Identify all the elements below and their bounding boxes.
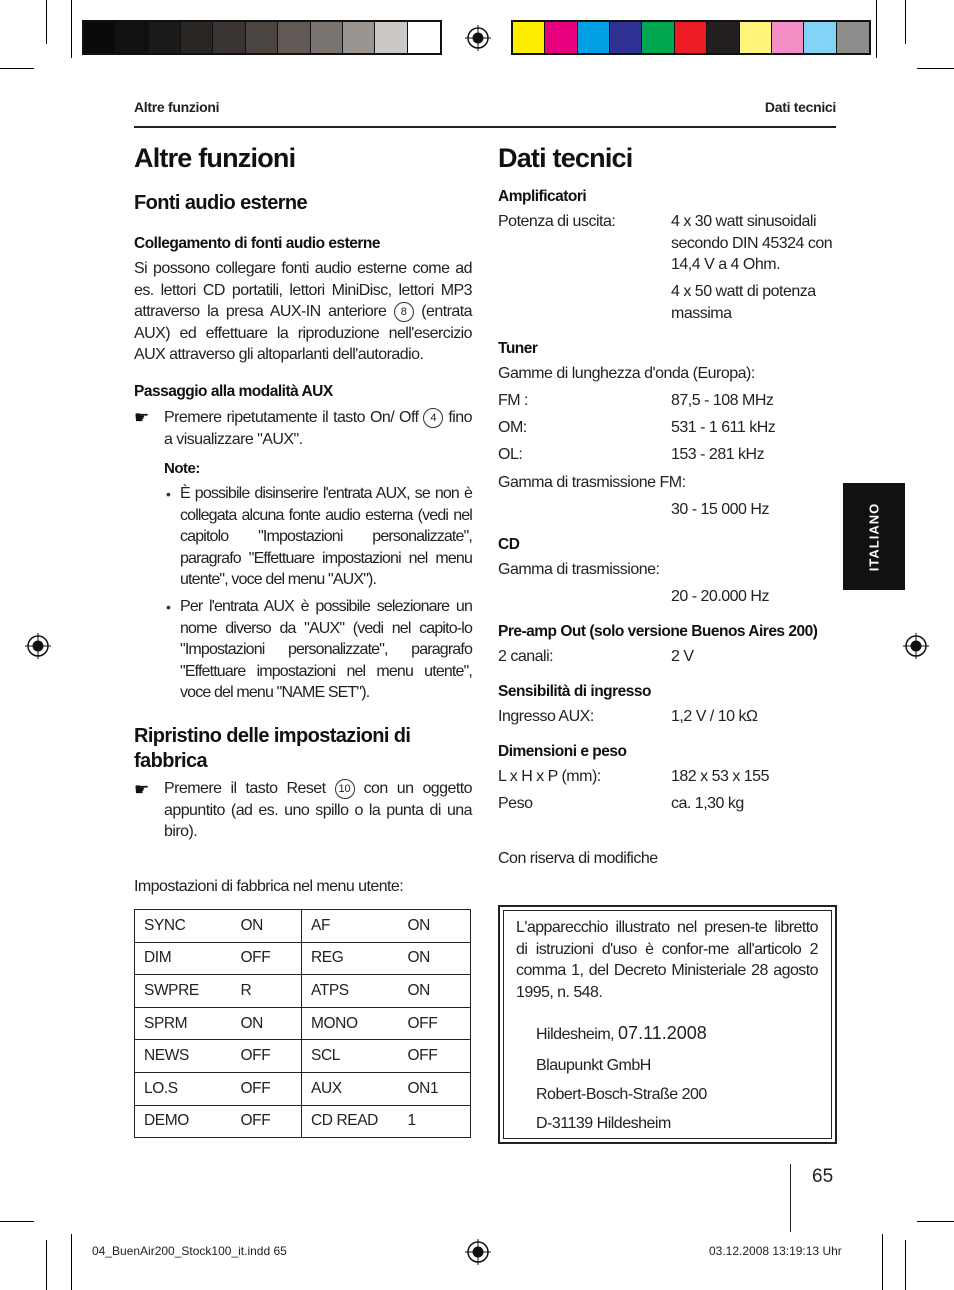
spec-value: 4 x 30 watt sinusoidali secondo DIN 45324 con 14,4 V a 4 Ohm. [671, 213, 833, 273]
spec-label: 2 canali: [498, 648, 554, 665]
table-cell: NEWS [135, 1040, 232, 1073]
crop-mark [46, 0, 47, 44]
gray-swatch [181, 22, 213, 53]
bullet-icon: • [166, 486, 171, 502]
crop-mark [905, 0, 906, 44]
table-row [135, 942, 471, 975]
crop-mark [46, 1240, 47, 1290]
table-row [135, 1072, 471, 1105]
table-cell: OFF [232, 1072, 302, 1105]
gray-swatch [375, 22, 407, 53]
table-cell: DEMO [135, 1105, 232, 1138]
crop-mark [71, 1234, 72, 1290]
factory-settings-table [134, 909, 471, 1138]
crop-mark [917, 1221, 954, 1222]
spec-heading-dimensions: Dimensioni e peso [498, 743, 627, 760]
spec-label: L x H x P (mm): [498, 768, 601, 785]
color-swatch [707, 22, 739, 53]
table-cell: OFF [232, 942, 302, 975]
spec-value: 153 - 281 kHz [671, 446, 765, 463]
table-cell: ON [399, 910, 471, 943]
color-swatch [545, 22, 577, 53]
spec-label: OM: [498, 419, 527, 436]
spec-heading-cd: CD [498, 536, 520, 553]
registration-mark-icon [465, 25, 491, 51]
table-caption: Impostazioni di fabbrica nel menu utente: [134, 878, 404, 895]
table-cell: ON1 [399, 1072, 471, 1105]
table-cell: AF [302, 910, 399, 943]
table-row [135, 1040, 471, 1073]
spec-value: ca. 1,30 kg [671, 795, 744, 812]
key-number-badge: 8 [394, 302, 414, 322]
declaration-city: D-31139 Hildesheim [536, 1115, 671, 1132]
declaration-text: L'apparecchio illustrato nel presen-te libretto di istruzioni d'uso è confor-me all'articolo 2 comma 1, del Decreto Ministeriale 28 agosto 1995, n. 548. [516, 919, 818, 1001]
color-swatch [610, 22, 642, 53]
table-cell: ATPS [302, 975, 399, 1008]
bullet-icon: • [166, 599, 171, 615]
spec-value: 1,2 V / 10 kΩ [671, 708, 758, 725]
table-cell: CD READ [302, 1105, 399, 1138]
table-cell: SPRM [135, 1007, 232, 1040]
section-heading-external-audio: Fonti audio esterne [134, 192, 308, 214]
right-page-title: Dati tecnici [498, 143, 633, 173]
paragraph-connect-sources: Si possono collegare fonti audio esterne come ad es. lettori CD portatili, lettori MiniDisc, lettori MP3 attraverso la presa AUX-IN anteriore 8 (entrata AUX) ed effettuare la riproduzione nell'esercizio AUX attraverso gli altoparlanti dell'autoradio. [134, 260, 472, 363]
table-cell: SWPRE [135, 975, 232, 1008]
key-number-badge: 4 [423, 408, 443, 428]
table-row [135, 1007, 471, 1040]
crop-mark [917, 68, 954, 69]
registration-mark-icon [465, 1239, 491, 1265]
spec-label: Peso [498, 795, 533, 812]
declaration-company: Blaupunkt GmbH [536, 1057, 651, 1074]
spec-value: 30 - 15 000 Hz [671, 501, 769, 518]
section-heading-factory-reset: Ripristino delle impostazioni di fabbrica [134, 725, 411, 772]
table-row [135, 1105, 471, 1138]
reservation-note: Con riserva di modifiche [498, 850, 658, 867]
color-swatch [804, 22, 836, 53]
crop-mark [71, 0, 72, 58]
registration-mark-icon [903, 633, 929, 659]
color-swatch [772, 22, 804, 53]
instruction-aux-step: Premere ripetutamente il tasto On/ Off 4 fino a visualizzare "AUX". [164, 409, 472, 448]
table-cell: ON [399, 942, 471, 975]
gray-swatch [408, 22, 440, 53]
note-item: Per l'entrata AUX è possibile selezionare un nome diverso da "AUX" (vedi nel capito-lo "Impostazioni personalizzate", paragrafo "Effettuare impostazioni nel menu utente", voce del menu "NAME SET"). [180, 598, 472, 701]
color-swatch [513, 22, 545, 53]
left-page-title: Altre funzioni [134, 143, 296, 173]
table-cell: OFF [232, 1105, 302, 1138]
table-cell: SYNC [135, 910, 232, 943]
crop-mark [0, 68, 34, 69]
spec-label: Gamma di trasmissione FM: [498, 474, 686, 491]
table-row [135, 910, 471, 943]
gray-swatch [84, 22, 116, 53]
key-number-badge: 10 [335, 779, 355, 799]
spec-value: 4 x 50 watt di potenza massima [671, 283, 816, 322]
footer-file-slug: 04_BuenAir200_Stock100_it.indd 65 [92, 1244, 287, 1258]
table-cell: R [232, 975, 302, 1008]
spec-label: Gamma di trasmissione: [498, 561, 660, 578]
color-swatch [578, 22, 610, 53]
spec-heading-preamp: Pre-amp Out (solo versione Buenos Aires 200) [498, 623, 818, 640]
table-cell: ON [232, 910, 302, 943]
spec-heading-amplifier: Amplificatori [498, 188, 587, 205]
crop-mark [905, 1240, 906, 1290]
footer-timestamp: 03.12.2008 13:19:13 Uhr [709, 1244, 842, 1258]
table-row [135, 975, 471, 1008]
spec-label: Gamme di lunghezza d'onda (Europa): [498, 365, 755, 382]
table-cell: OFF [232, 1040, 302, 1073]
color-swatch [740, 22, 772, 53]
crop-mark [0, 1221, 34, 1222]
crop-mark [876, 0, 877, 58]
spec-value: 531 - 1 611 kHz [671, 419, 776, 436]
gray-swatch [149, 22, 181, 53]
subheading-connect-sources: Collegamento di fonti audio esterne [134, 235, 381, 252]
subheading-aux-mode: Passaggio alla modalità AUX [134, 383, 333, 400]
table-cell: REG [302, 942, 399, 975]
spec-label: Potenza di uscita: [498, 213, 616, 230]
grayscale-calibration-bar [82, 20, 442, 55]
spec-value: 20 - 20.000 Hz [671, 588, 769, 605]
table-cell: 1 [399, 1105, 471, 1138]
page-number-rule [790, 1164, 791, 1232]
table-cell: MONO [302, 1007, 399, 1040]
spec-heading-tuner: Tuner [498, 340, 538, 357]
table-cell: SCL [302, 1040, 399, 1073]
color-swatch [675, 22, 707, 53]
table-cell: OFF [399, 1007, 471, 1040]
registration-mark-icon [25, 633, 51, 659]
spec-heading-sensitivity: Sensibilità di ingresso [498, 683, 652, 700]
spec-value: 182 x 53 x 155 [671, 768, 769, 785]
color-swatch [642, 22, 674, 53]
color-calibration-bar [511, 20, 871, 55]
color-swatch [837, 22, 869, 53]
gray-swatch [278, 22, 310, 53]
header-rule [134, 126, 836, 128]
gray-swatch [343, 22, 375, 53]
spec-label: FM : [498, 392, 528, 409]
declaration-street: Robert-Bosch-Straße 200 [536, 1086, 707, 1103]
page-number: 65 [812, 1166, 834, 1187]
language-tab: ITALIANO [843, 483, 905, 590]
gray-swatch [246, 22, 278, 53]
spec-value: 2 V [671, 648, 694, 665]
table-cell: ON [232, 1007, 302, 1040]
table-cell: LO.S [135, 1072, 232, 1105]
gray-swatch [116, 22, 148, 53]
spec-value: 87,5 - 108 MHz [671, 392, 774, 409]
table-cell: DIM [135, 942, 232, 975]
instruction-reset-step: Premere il tasto Reset 10 con un oggetto appuntito (ad es. uno spillo o la punta di una biro). [164, 780, 472, 840]
pointing-hand-icon: ☛ [134, 408, 150, 427]
declaration-place-date: Hildesheim, 07.11.2008 [536, 1023, 707, 1043]
table-cell: OFF [399, 1040, 471, 1073]
gray-swatch [311, 22, 343, 53]
crop-mark [882, 1234, 883, 1290]
table-cell: AUX [302, 1072, 399, 1105]
note-heading: Note: [164, 460, 200, 477]
gray-swatch [213, 22, 245, 53]
spec-label: OL: [498, 446, 523, 463]
spec-label: Ingresso AUX: [498, 708, 594, 725]
table-cell: ON [399, 975, 471, 1008]
pointing-hand-icon: ☛ [134, 780, 150, 799]
running-header-right: Dati tecnici [764, 99, 836, 115]
running-header-left: Altre funzioni [134, 99, 220, 115]
note-item: È possibile disinserire l'entrata AUX, se non è collegata alcuna fonte audio esterna (vedi nel capitolo "Impostazioni personalizzate", paragrafo "Effettuare impostazioni nel menu utente", voce del menu "AUX"). [180, 485, 472, 588]
